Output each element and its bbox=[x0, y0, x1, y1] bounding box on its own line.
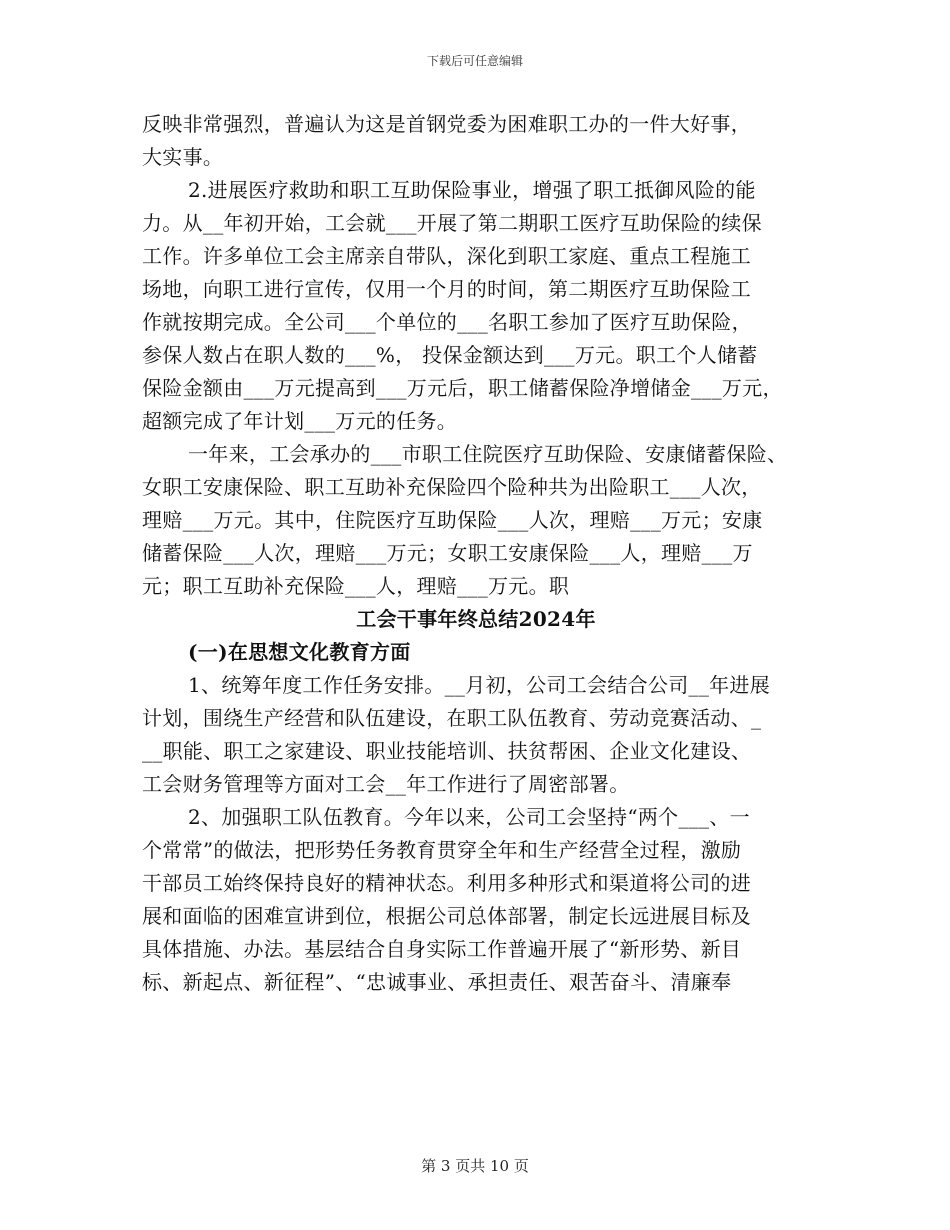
paragraph-line: 工作。许多单位工会主席亲自带队，深化到职工家庭、重点工程施工 bbox=[142, 244, 751, 268]
paragraph-line: 理赔___万元。其中，住院医疗互助保险___人次，理赔___万元；安康 bbox=[142, 508, 763, 532]
paragraph-line: 标、新起点、新征程”、“忠诚事业、承担责任、艰苦奋斗、清廉奉 bbox=[142, 970, 732, 994]
document-title: 工会干事年终总结2024年 bbox=[356, 607, 596, 631]
paragraph-line: 女职工安康保险、职工互助补充保险四个险种共为出险职工___人次， bbox=[142, 475, 762, 499]
paragraph-line: 超额完成了年计划___万元的任务。 bbox=[142, 409, 458, 433]
paragraph-line: 具体措施、办法。基层结合自身实际工作普遍开展了“新形势、新目 bbox=[142, 937, 742, 961]
paragraph-line: 一年来，工会承办的___市职工住院医疗互助保险、安康储蓄保险、 bbox=[188, 442, 788, 466]
paragraph-line: 储蓄保险___人次，理赔___万元；女职工安康保险___人，理赔___万 bbox=[142, 541, 753, 565]
paragraph-line: 作就按期完成。全公司___个单位的___名职工参加了医疗互助保险， bbox=[142, 310, 752, 334]
paragraph-line: 元；职工互助补充保险___人，理赔___万元。职 bbox=[142, 574, 570, 598]
paragraph-line: 力。从__年初开始，工会就___开展了第二期职工医疗互助保险的续保 bbox=[142, 211, 762, 235]
paragraph-line: 2.进展医疗救助和职工互助保险事业，增强了职工抵御风险的能 bbox=[188, 178, 756, 202]
page-header: 下载后可任意编辑 bbox=[426, 54, 523, 68]
section-heading: (一)在思想文化教育方面 bbox=[188, 640, 411, 664]
paragraph-line: 场地，向职工进行宣传，仅用一个月的时间，第二期医疗互助保险工 bbox=[142, 277, 751, 301]
paragraph-line: 保险金额由___万元提高到___万元后，职工储蓄保险净增储金___万元， bbox=[142, 376, 783, 400]
paragraph-line: 大实事。 bbox=[142, 145, 224, 169]
paragraph-line: 反映非常强烈，普遍认为这是首钢党委为困难职工办的一件大好事， bbox=[142, 112, 751, 136]
paragraph-line: 2、加强职工队伍教育。今年以来，公司工会坚持“两个___、一 bbox=[188, 805, 750, 829]
paragraph-line: __职能、职工之家建设、职业技能培训、扶贫帮困、企业文化建设、 bbox=[142, 739, 752, 763]
paragraph-line: 干部员工始终保持良好的精神状态。利用多种形式和渠道将公司的进 bbox=[142, 871, 751, 895]
document-body bbox=[142, 108, 810, 999]
paragraph-line: 1、统筹年度工作任务安排。__月初，公司工会结合公司__年进展 bbox=[188, 673, 771, 697]
paragraph-line: 个常常”的做法，把形势任务教育贯穿全年和生产经营全过程，激励 bbox=[142, 838, 742, 862]
paragraph-line: 计划，围绕生产经营和队伍建设，在职工队伍教育、劳动竞赛活动、_ bbox=[142, 706, 762, 730]
paragraph-line: 参保人数占在职人数的___%， 投保金额达到___万元。职工个人储蓄 bbox=[142, 343, 758, 367]
paragraph-line: 展和面临的困难宣讲到位，根据公司总体部署，制定长远进展目标及 bbox=[142, 904, 751, 928]
paragraph-line: 工会财务管理等方面对工会__年工作进行了周密部署。 bbox=[142, 772, 630, 796]
page-number: 第 3 页共 10 页 bbox=[421, 1157, 529, 1175]
